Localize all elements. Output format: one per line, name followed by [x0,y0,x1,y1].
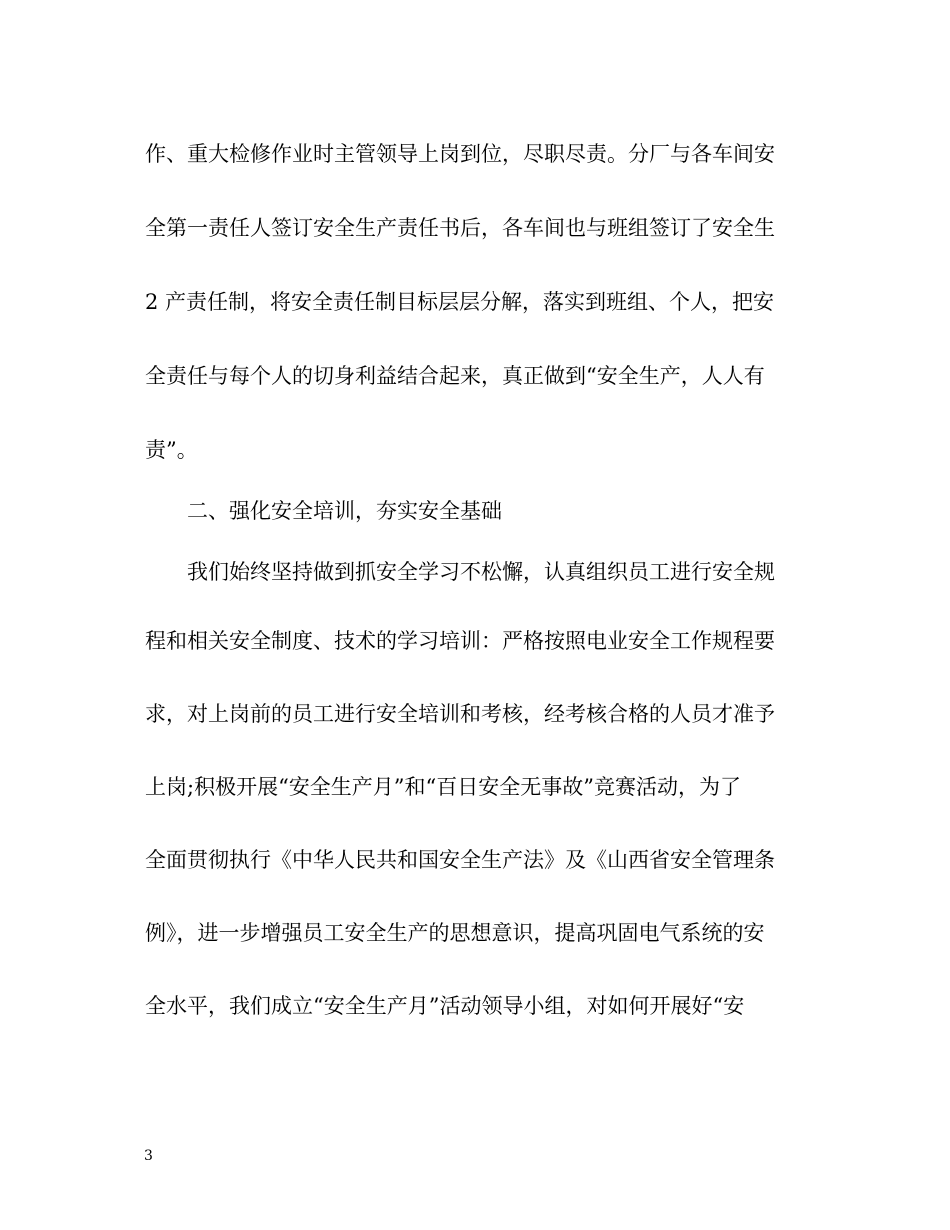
body-text-line: 全水平，我们成立“安全生产月”活动领导小组，对如何开展好“安 [145,994,745,1018]
body-text-line: 2 产责任制，将安全责任制目标层层分解，落实到班组、个人，把安 [145,290,775,314]
body-text-line: 全面贯彻执行《中华人民共和国安全生产法》及《山西省安全管理条 [145,848,775,872]
paragraph-first-line: 我们始终坚持做到抓安全学习不松懈，认真组织员工进行安全规 [187,560,775,584]
page-number: 3 [144,1148,153,1164]
body-text-line: 例》，进一步增强员工安全生产的思想意识，提高巩固电气系统的安 [145,921,765,945]
body-text-line: 全第一责任人签订安全生产责任书后，各车间也与班组签订了安全生 [145,216,775,240]
body-text-line: 全责任与每个人的切身利益结合起来，真正做到“安全生产，人人有 [145,364,765,388]
body-text-line: 作、重大检修作业时主管领导上岗到位，尽职尽责。分厂与各车间安 [145,142,775,166]
body-text-line: 求，对上岗前的员工进行安全培训和考核，经考核合格的人员才准予 [145,702,775,726]
section-heading: 二、强化安全培训，夯实安全基础 [187,499,502,523]
body-text-line: 程和相关安全制度、技术的学习培训：严格按照电业安全工作规程要 [145,629,775,653]
body-text-line: 责”。 [145,438,198,462]
body-text-line: 上岗;积极开展“安全生产月”和“百日安全无事故”竞赛活动，为了 [145,775,742,799]
